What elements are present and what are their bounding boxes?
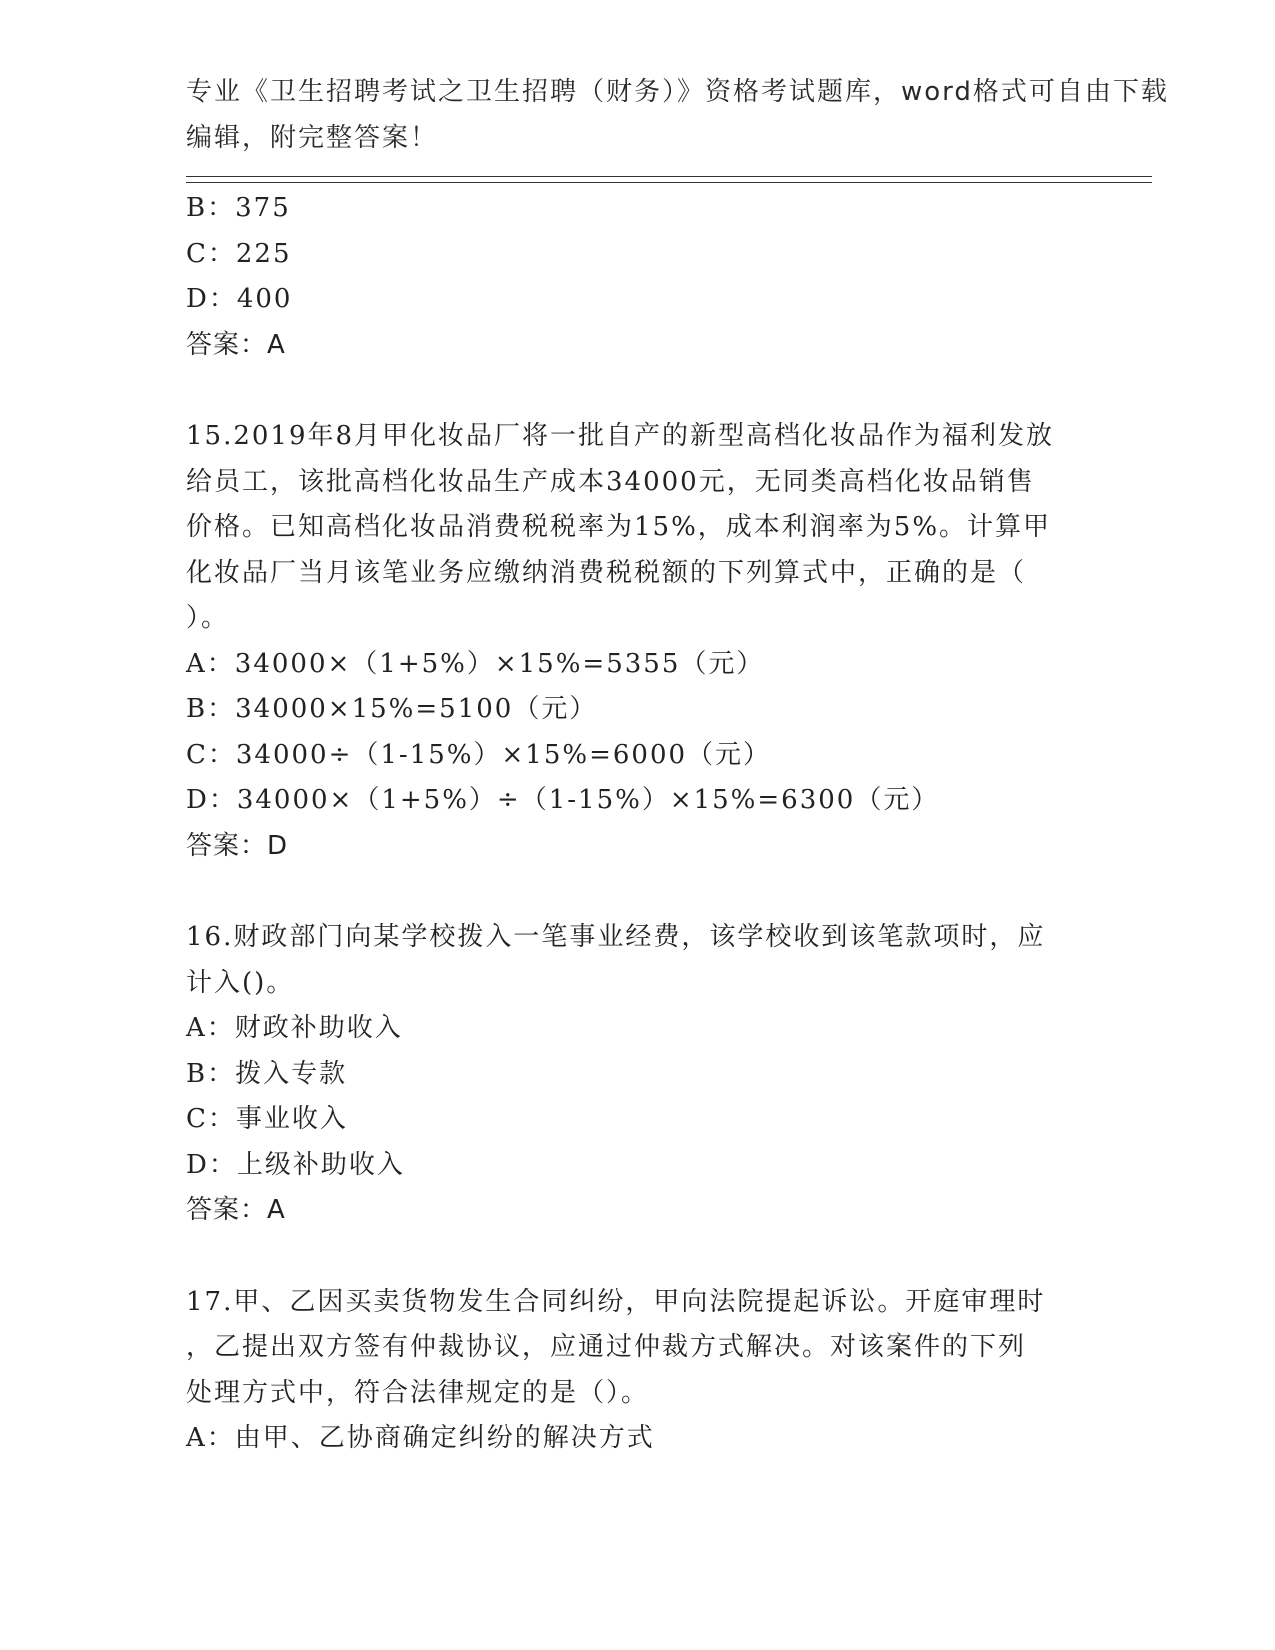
header-line-1: 专业《卫生招聘考试之卫生招聘（财务）》资格考试题库，word格式可自由下载 [186,77,1169,107]
question-stem-line: 给员工，该批高档化妆品生产成本34000元，无同类高档化妆品销售 [186,466,1035,497]
question-stem-line: 化妆品厂当月该笔业务应缴纳消费税税额的下列算式中，正确的是（ [186,557,1027,588]
option-a: A：由甲、乙协商确定纠纷的解决方式 [186,1423,655,1453]
spacer [186,869,1086,915]
option-a: A：34000×（1+5%）×15%=5355（元） [186,648,765,679]
option-b: B：拨入专款 [186,1058,348,1089]
question-stem-line: 15.2019年8月甲化妆品厂将一批自产的新型高档化妆品作为福利发放 [186,421,1055,451]
option-d: D：上级补助收入 [186,1149,405,1180]
question-16 [186,915,1086,1234]
question-stem-line: 16.财政部门向某学校拨入一笔事业经费，该学校收到该笔款项时，应 [186,922,1046,952]
document-header [186,70,1169,161]
question-stem-line: 价格。已知高档化妆品消费税税率为15%，成本利润率为5%。计算甲 [186,512,1052,542]
answer: 答案：A [186,1195,286,1225]
option-c: C：事业收入 [186,1104,348,1134]
option-c: C：34000÷（1-15%）×15%=6000（元） [186,739,772,770]
header-divider-top [186,176,1152,177]
answer: 答案：D [186,830,289,861]
question-stem-line: ，乙提出双方签有仲裁协议，应通过仲裁方式解决。对该案件的下列 [186,1332,1027,1362]
question-stem-line: 计入()。 [186,967,295,998]
answer: 答案：A [186,329,286,360]
spacer [186,368,1086,414]
option-c: C：225 [186,238,292,269]
option-d: D：400 [186,284,293,314]
spacer [186,1234,1086,1280]
header-divider-bottom [186,182,1152,183]
option-b: B：375 [186,193,291,223]
question-list [186,186,1086,1462]
question-stem-line: ）。 [186,603,230,633]
question-15 [186,414,1086,869]
question-17 [186,1280,1086,1462]
option-d: D：34000×（1+5%）÷（1-15%）×15%=6300（元） [186,785,940,815]
header-line-2: 编辑，附完整答案！ [186,122,439,153]
question-stem-line: 17.甲、乙因买卖货物发生合同纠纷，甲向法院提起诉讼。开庭审理时 [186,1286,1046,1317]
option-a: A：财政补助收入 [186,1013,403,1043]
question-stem-line: 处理方式中，符合法律规定的是（）。 [186,1377,650,1408]
option-b: B：34000×15%=5100（元） [186,694,598,724]
question-14 [186,186,1086,368]
